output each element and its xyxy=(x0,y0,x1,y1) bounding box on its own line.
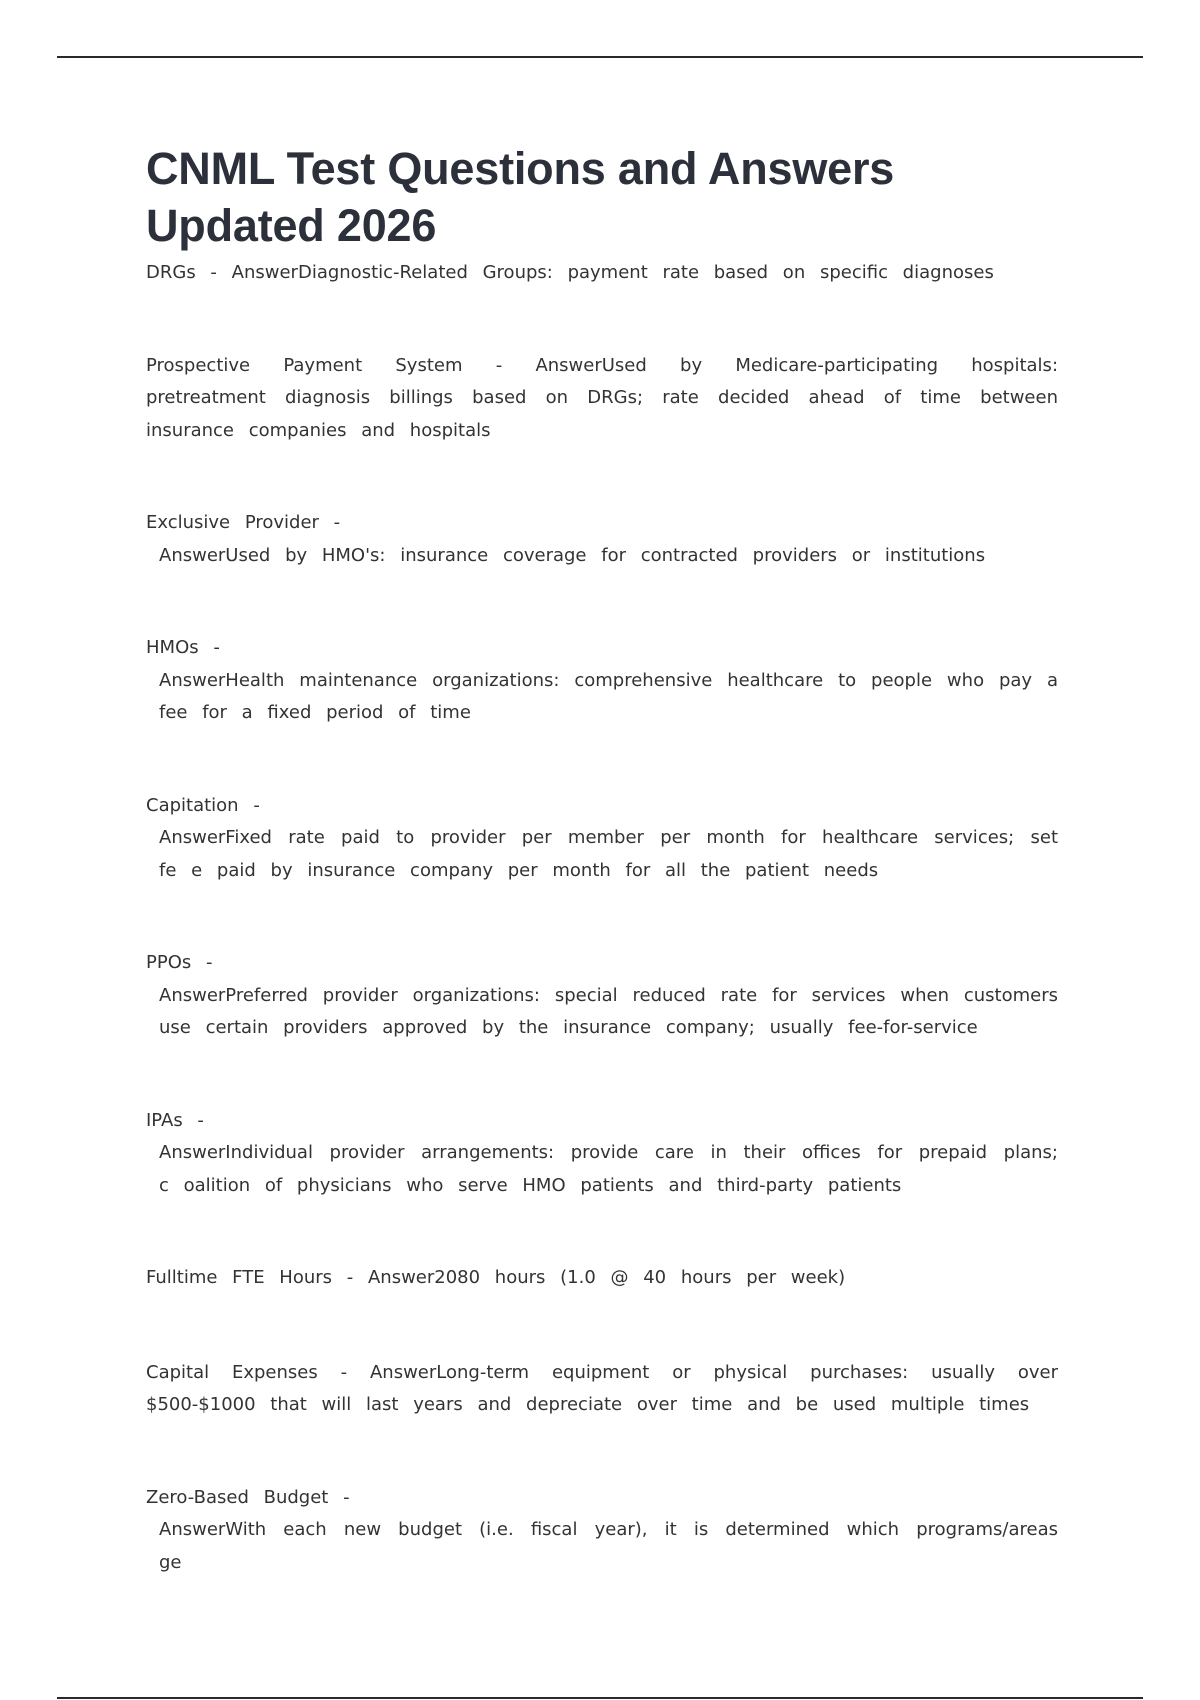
qa-entry-fulltime-fte-hours xyxy=(146,1262,1058,1295)
qa-entry-capital-expenses xyxy=(146,1357,1058,1422)
qa-term: Exclusive Provider xyxy=(146,512,319,533)
qa-separator: - xyxy=(238,794,260,816)
qa-answer-prefix: Answer xyxy=(159,984,226,1006)
qa-answer-line xyxy=(146,980,1058,1045)
qa-answer-prefix: Answer xyxy=(231,262,298,283)
qa-entry-prospective-payment-system xyxy=(146,350,1058,448)
qa-answer-prefix: Answer xyxy=(159,1142,226,1163)
qa-term: Prospective Payment System xyxy=(146,354,463,376)
qa-term: DRGs xyxy=(146,262,196,283)
qa-answer-prefix: Answer xyxy=(535,354,602,376)
qa-separator: - xyxy=(318,512,341,533)
document-body xyxy=(146,140,1058,1579)
document-title: CNML Test Questions and Answers Updated 2026 xyxy=(146,143,895,251)
header-rule xyxy=(57,56,1143,58)
qa-answer-prefix: Answer xyxy=(159,669,226,691)
qa-entry-drgs xyxy=(146,257,1058,290)
qa-answer: With each new budget (i.e. fiscal year), it is determined which programs/areas ge xyxy=(159,1519,1058,1573)
qa-answer: 2080 hours (1.0 @ 40 hours per week) xyxy=(434,1267,846,1288)
qa-term: Capital Expenses xyxy=(146,1361,318,1383)
qa-term: Capitation xyxy=(146,794,239,816)
qa-term: HMOs xyxy=(146,637,199,658)
qa-answer: Fixed rate paid to provider per member per month for healthcare services; set fe e paid by insurance company per month for all the patient needs xyxy=(159,827,1058,881)
qa-entry-exclusive-provider xyxy=(146,507,1058,572)
qa-answer: Diagnostic-Related Groups: payment rate based on specific diagnoses xyxy=(297,262,994,283)
qa-answer-prefix: Answer xyxy=(159,1519,226,1540)
qa-answer: Long-term equipment or physical purchases: usually over $500-$1000 that will last years and depreciate over time and be used multiple times xyxy=(146,1361,1058,1415)
qa-entry-ipas xyxy=(146,1105,1058,1203)
qa-answer-prefix: Answer xyxy=(369,1361,437,1383)
qa-separator: - xyxy=(191,952,213,973)
qa-entry-capitation xyxy=(146,790,1058,888)
qa-separator: - xyxy=(198,637,220,658)
qa-answer: Preferred provider organizations: special reduced rate for services when customers use certain providers approved by the insurance company; usually fee-for-service xyxy=(159,984,1058,1038)
qa-entry-ppos xyxy=(146,947,1058,1045)
qa-list xyxy=(146,257,1058,1579)
qa-term: Zero-Based Budget xyxy=(146,1486,329,1508)
qa-answer-line xyxy=(146,1137,1058,1202)
qa-term: IPAs xyxy=(146,1109,183,1131)
footer-rule xyxy=(57,1697,1143,1699)
qa-answer-prefix: Answer xyxy=(367,1267,435,1288)
qa-answer-line xyxy=(146,665,1058,730)
qa-separator: - xyxy=(182,1109,204,1131)
qa-answer-prefix: Answer xyxy=(159,544,226,566)
qa-entry-zero-based-budget xyxy=(146,1482,1058,1580)
qa-separator: - xyxy=(317,1361,370,1383)
qa-entry-hmos xyxy=(146,632,1058,730)
qa-separator: - xyxy=(332,1267,368,1288)
qa-answer: Used by HMO's: insurance coverage for contracted providers or institutions xyxy=(225,544,986,566)
qa-term: Fulltime FTE Hours xyxy=(146,1267,333,1288)
qa-answer: Used by Medicare-participating hospitals: pretreatment diagnosis billings based on DRGs; rate decided ahead of time between insurance companies and hospitals xyxy=(146,354,1059,441)
qa-answer-line xyxy=(146,822,1058,887)
qa-answer: Health maintenance organizations: comprehensive healthcare to people who pay a fee for a fixed period of time xyxy=(159,669,1058,723)
qa-answer-line xyxy=(146,1514,1058,1579)
qa-answer-prefix: Answer xyxy=(159,827,226,848)
qa-separator: - xyxy=(195,262,232,283)
qa-term: PPOs xyxy=(146,952,192,973)
qa-separator: - xyxy=(462,354,536,376)
qa-separator: - xyxy=(328,1486,350,1508)
qa-answer-line xyxy=(146,540,1058,573)
qa-answer: Individual provider arrangements: provide care in their offices for prepaid plans; c oalition of physicians who serve HMO patients and third-party patients xyxy=(159,1142,1058,1196)
